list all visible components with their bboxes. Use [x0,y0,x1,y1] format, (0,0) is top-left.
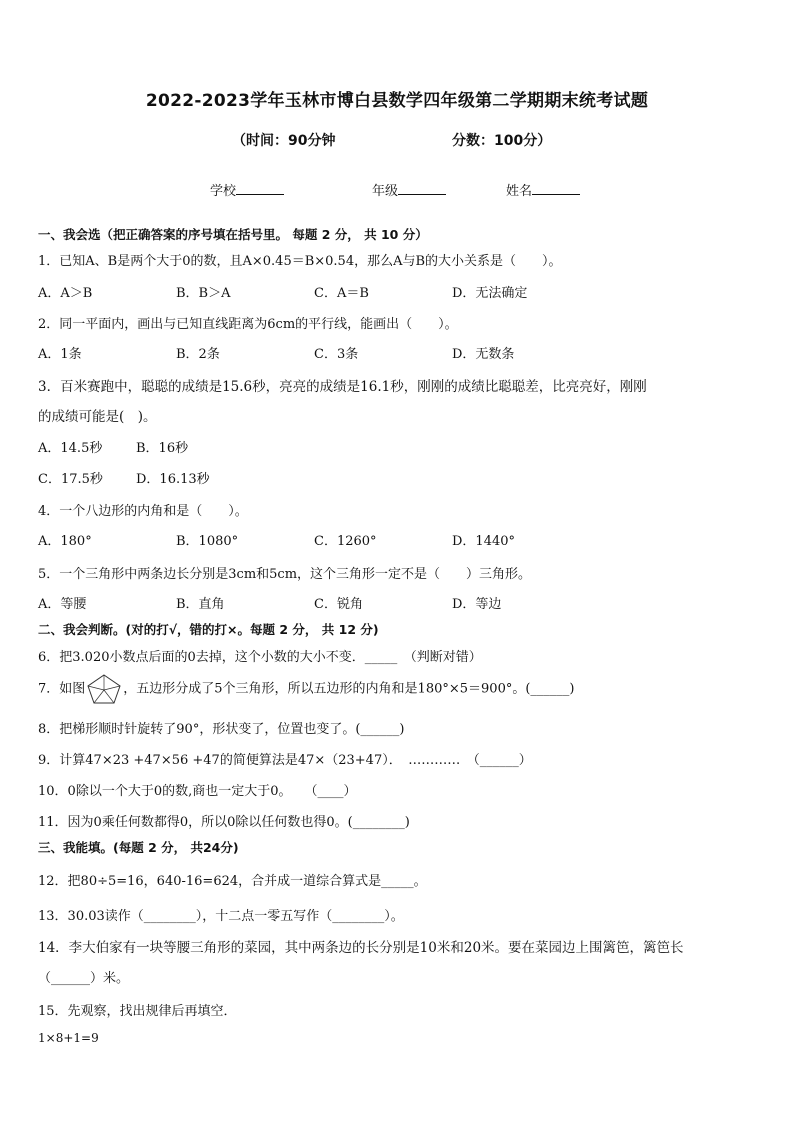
name-blank[interactable] [532,182,580,195]
question-6: 6．把3.020小数点后面的0去掉，这个小数的大小不变．_____ （判断对错） [38,650,482,665]
section-3-heading: 三、我能填。(每题 2 分， 共24分) [38,840,239,855]
name-field [506,180,580,199]
score-label: 分数：100分） [452,133,552,149]
time-label: （时间：90分钟 [232,133,336,149]
question-11: 11．因为0乘任何数都得0，所以0除以任何数也得0。(________) [38,815,410,830]
q4-option-d[interactable]: D．1440° [452,534,516,549]
q7-text-pre: 7．如图 [38,681,86,697]
q4-option-c[interactable]: C．1260° [314,534,377,549]
question-12: 12．把80÷5=16，640-16=624，合并成一道综合算式是_____。 [38,874,427,889]
q5-option-d[interactable]: D．等边 [452,597,502,612]
question-14-line-2: （______）米。 [38,971,130,986]
question-5: 5．一个三角形中两条边长分别是3cm和5cm，这个三角形一定不是（ ）三角形。 [38,567,532,582]
grade-label: 年级 [372,184,399,199]
question-15: 15．先观察，找出规律后再填空． [38,1004,237,1019]
q7-text-post: ，五边形分成了5个三角形，所以五边形的内角和是180°×5＝900°。(______) [123,681,575,697]
page-title: 2022-2023学年玉林市博白县数学四年级第二学期期末统考试题 [145,91,649,111]
grade-field [372,180,446,199]
q15-equation-1: 1×8+1=9 [38,1031,99,1045]
question-2: 2．同一平面内，画出与已知直线距离为6cm的平行线，能画出（ ）。 [38,317,458,332]
section-2-heading: 二、我会判断。(对的打√，错的打×。每题 2 分， 共 12 分) [38,622,379,637]
q3-option-b[interactable]: B．16秒 [136,441,189,456]
grade-blank[interactable] [398,182,446,195]
question-3-line-2: 的成绩可能是( )。 [38,409,157,425]
q1-option-c[interactable]: C．A＝B [314,286,369,301]
q3-option-c[interactable]: C．17.5秒 [38,472,103,487]
question-13: 13．30.03读作（________），十二点一零五写作（________）。 [38,909,404,924]
q2-option-b[interactable]: B．2条 [176,347,220,362]
school-field [210,180,284,199]
q3-option-d[interactable]: D．16.13秒 [136,472,210,487]
question-10: 10．0除以一个大于0的数,商也一定大于0。 （____） [38,784,357,799]
q1-option-a[interactable]: A．A＞B [38,286,93,301]
q4-option-b[interactable]: B．1080° [176,534,239,549]
q2-option-a[interactable]: A．1条 [38,347,82,362]
question-14-line-1: 14．李大伯家有一块等腰三角形的菜园，其中两条边的长分别是10米和20米。要在菜园边上围篱笆，篱笆长 [38,940,684,956]
q1-option-b[interactable]: B．B＞A [176,286,231,301]
question-1: 1．已知A、B是两个大于0的数，且A×0.45＝B×0.54，那么A与B的大小关系是（ ）。 [38,254,562,269]
q2-option-c[interactable]: C．3条 [314,347,359,362]
pentagon-figure [87,674,121,704]
q5-option-c[interactable]: C．锐角 [314,597,363,612]
q4-option-a[interactable]: A．180° [38,534,92,549]
school-blank[interactable] [236,182,284,195]
q2-option-d[interactable]: D．无数条 [452,347,515,362]
school-label: 学校 [210,184,237,199]
q5-option-b[interactable]: B．直角 [176,597,225,612]
question-7 [38,674,575,704]
q1-option-d[interactable]: D．无法确定 [452,286,528,301]
question-4: 4．一个八边形的内角和是（ ）。 [38,504,248,519]
question-8: 8．把梯形顺时针旋转了90°，形状变了，位置也变了。(______) [38,722,405,737]
name-label: 姓名 [506,184,533,199]
question-9: 9．计算47×23 +47×56 +47的简便算法是47×（23+47）． ………… （______） [38,753,532,768]
section-1-heading: 一、我会选（把正确答案的序号填在括号里。 每题 2 分， 共 10 分） [38,227,428,242]
question-3-line-1: 3．百米赛跑中，聪聪的成绩是15.6秒，亮亮的成绩是16.1秒，刚刚的成绩比聪聪差，比亮亮好，刚刚 [38,379,647,395]
q3-option-a[interactable]: A．14.5秒 [38,441,103,456]
q5-option-a[interactable]: A．等腰 [38,597,87,612]
